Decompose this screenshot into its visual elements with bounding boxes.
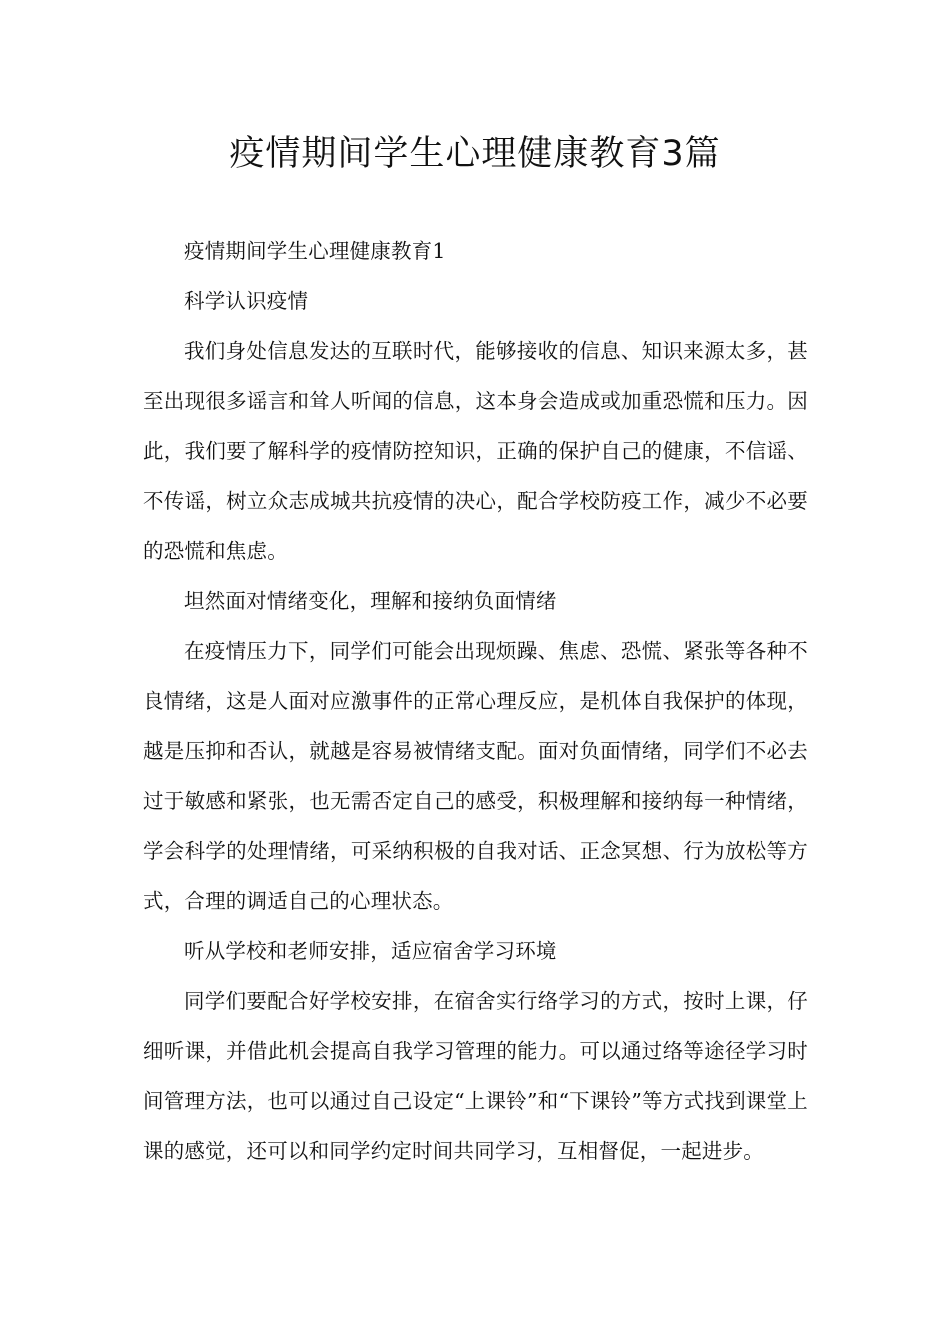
document-title: 疫情期间学生心理健康教育3篇	[229, 134, 721, 174]
subheading: 坦然面对情绪变化，理解和接纳负面情绪	[184, 589, 557, 613]
section-heading: 疫情期间学生心理健康教育1	[184, 239, 446, 263]
body-paragraph: 在疫情压力下，同学们可能会出现烦躁、焦虑、恐慌、紧张等各种不良情绪，这是人面对应激事件的正常心理反应，是机体自我保护的体现，越是压抑和否认，就越是容易被情绪支配。面对负面情绪，同学们不必去过于敏感和紧张，也无需否定自己的感受，积极理解和接纳每一种情绪，学会科学的处理情绪，可采纳积极的自我对话、正念冥想、行为放松等方式，合理的调适自己的心理状态。	[143, 639, 808, 913]
body-paragraph: 同学们要配合好学校安排，在宿舍实行络学习的方式，按时上课，仔细听课，并借此机会提高自我学习管理的能力。可以通过络等途径学习时间管理方法，也可以通过自己设定“上课铃”和“下课铃”等方式找到课堂上课的感觉，还可以和同学约定时间共同学习，互相督促，一起进步。	[143, 989, 808, 1163]
subheading: 听从学校和老师安排，适应宿舍学习环境	[184, 939, 557, 963]
body-paragraph: 我们身处信息发达的互联时代，能够接收的信息、知识来源太多，甚至出现很多谣言和耸人听闻的信息，这本身会造成或加重恐慌和压力。因此，我们要了解科学的疫情防控知识，正确的保护自己的健康，不信谣、不传谣，树立众志成城共抗疫情的决心，配合学校防疫工作，减少不必要的恐慌和焦虑。	[143, 339, 808, 563]
document-body	[143, 226, 808, 1176]
subheading: 科学认识疫情	[184, 289, 309, 313]
